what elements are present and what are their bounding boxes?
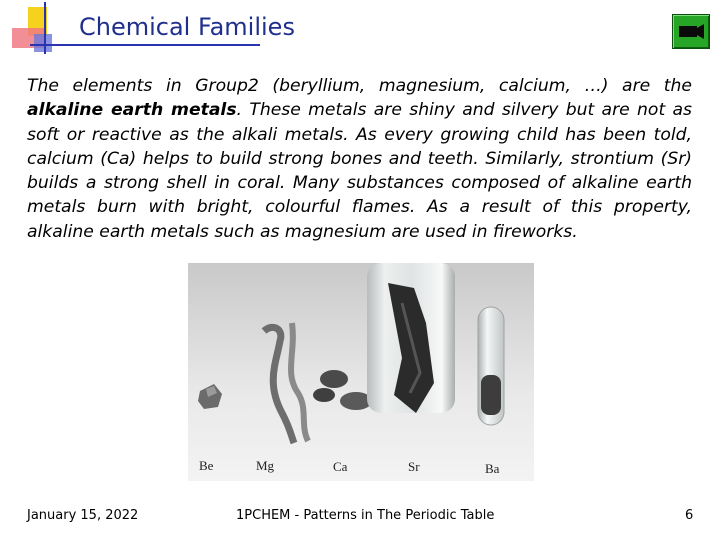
logo-decoration [0, 0, 80, 60]
sample-label-ba: Ba [485, 461, 500, 476]
key-term: alkaline earth metals [27, 100, 237, 121]
vertical-rule [44, 2, 46, 54]
strontium-sample [367, 263, 455, 413]
navigation-button[interactable] [672, 14, 710, 49]
sample-label-mg: Mg [256, 458, 275, 473]
sample-label-be: Be [199, 458, 214, 473]
blue-square-decoration [34, 34, 52, 52]
body-text-rest: . These metals are shiny and silvery but are not as soft or reactive as the alkali metals. As every growing child has been told, calcium (Ca) helps to build strong bones and teeth. Similarly, strontium (Sr) builds a strong shell in coral. Many substances composed of alkaline earth metals burn with bright, colourful flames. As a result of this property, alkaline earth metals such as magnesium are used in fireworks. [27, 100, 692, 242]
body-text-lead: The elements in Group2 (beryllium, magnesium, calcium, …) are the [27, 76, 692, 96]
sample-label-ca: Ca [333, 459, 348, 474]
footer-page-number: 6 [685, 508, 694, 523]
horizontal-rule [30, 44, 260, 46]
footer-course: 1PCHEM - Patterns in The Periodic Table [236, 508, 495, 523]
barium-sample [478, 307, 504, 425]
slide-title: Chemical Families [79, 13, 295, 41]
body-paragraph [27, 74, 692, 244]
video-camera-icon [673, 15, 709, 48]
footer-date: January 15, 2022 [27, 508, 139, 523]
sample-label-sr: Sr [408, 459, 420, 474]
alkaline-earth-metals-photo [188, 263, 534, 481]
